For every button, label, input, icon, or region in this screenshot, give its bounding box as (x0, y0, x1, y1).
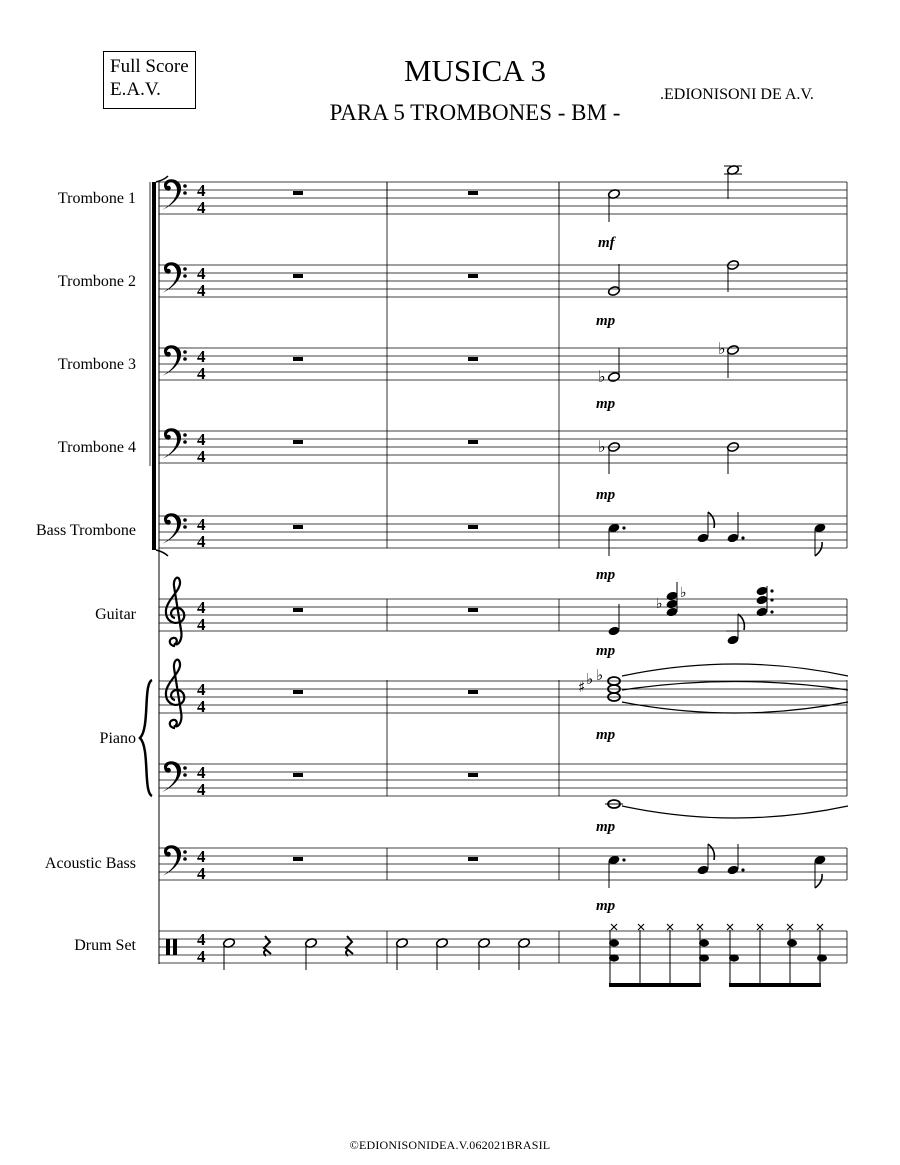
instrument-name-acoustic-bass: Acoustic Bass (44, 855, 136, 872)
system-bracket (140, 176, 847, 964)
staff-piano-left-hand (159, 761, 848, 818)
instrument-name-bass-trombone: Bass Trombone (35, 522, 136, 539)
dynamic-piano-left: mp (596, 819, 616, 835)
svg-text:♭: ♭ (598, 367, 606, 386)
svg-text:4: 4 (197, 847, 206, 866)
svg-text:4: 4 (197, 515, 206, 534)
svg-text:♭: ♭ (598, 437, 606, 456)
score-label-line2: E.A.V. (110, 79, 161, 100)
instrument-name-drum-set: Drum Set (74, 937, 136, 954)
instrument-name-trombone-4: Trombone 4 (57, 439, 136, 456)
dynamic-bass-trombone: mp (596, 567, 616, 583)
dynamic-trombone-4: mp (596, 487, 616, 503)
staff-bass-trombone (159, 512, 847, 556)
staff-trombone-1 (159, 165, 847, 222)
svg-text:♯: ♯ (578, 678, 586, 696)
svg-text:♭: ♭ (586, 670, 594, 688)
staff-acoustic-bass (159, 844, 847, 888)
svg-text:4: 4 (197, 532, 206, 551)
svg-text:♭: ♭ (596, 666, 604, 684)
staff-guitar (159, 578, 847, 646)
svg-text:4: 4 (197, 697, 206, 716)
svg-text:4: 4 (197, 447, 206, 466)
svg-text:♭: ♭ (718, 339, 726, 358)
svg-text:4: 4 (197, 680, 206, 699)
staff-drum-set (159, 924, 847, 987)
svg-text:4: 4 (197, 864, 206, 883)
svg-text:4: 4 (197, 930, 206, 949)
staff-trombone-4 (159, 428, 847, 474)
score-title: MUSICA 3 (403, 53, 547, 88)
instrument-name-guitar: Guitar (95, 606, 136, 623)
dynamic-trombone-3: mp (596, 396, 616, 412)
dynamic-guitar: mp (596, 643, 616, 659)
staff-piano-right-hand (159, 660, 848, 728)
composer: .EDIONISONI DE A.V. (660, 86, 814, 103)
svg-text:4: 4 (197, 264, 206, 283)
svg-text:4: 4 (197, 181, 206, 200)
staff-trombone-2 (159, 260, 847, 300)
svg-text:4: 4 (197, 947, 206, 966)
instrument-name-trombone-1: Trombone 1 (57, 190, 136, 207)
staff-trombone-3 (159, 339, 847, 386)
dynamic-piano-right: mp (596, 727, 616, 743)
svg-text:4: 4 (197, 780, 206, 799)
instrument-name-piano: Piano (99, 730, 136, 747)
score-label-line1: Full Score (110, 56, 189, 77)
svg-text:4: 4 (197, 364, 206, 383)
instrument-name-trombone-3: Trombone 3 (57, 356, 136, 373)
score-subtitle: PARA 5 TROMBONES - BM - (329, 100, 621, 125)
svg-text:4: 4 (197, 281, 206, 300)
copyright-footer: ©EDIONISONIDEA.V.062021BRASIL (349, 1138, 551, 1152)
svg-text:♭: ♭ (680, 585, 687, 601)
svg-text:♭: ♭ (656, 596, 663, 612)
dynamic-trombone-2: mp (596, 313, 616, 329)
svg-text:4: 4 (197, 763, 206, 782)
svg-text:4: 4 (197, 430, 206, 449)
instrument-name-trombone-2: Trombone 2 (57, 273, 136, 290)
dynamics-markings (596, 235, 617, 914)
svg-text:4: 4 (197, 198, 206, 217)
svg-text:4: 4 (197, 615, 206, 634)
svg-text:4: 4 (197, 598, 206, 617)
dynamic-acoustic-bass: mp (596, 898, 616, 914)
svg-text:4: 4 (197, 347, 206, 366)
dynamic-trombone-1: mf (598, 235, 615, 251)
